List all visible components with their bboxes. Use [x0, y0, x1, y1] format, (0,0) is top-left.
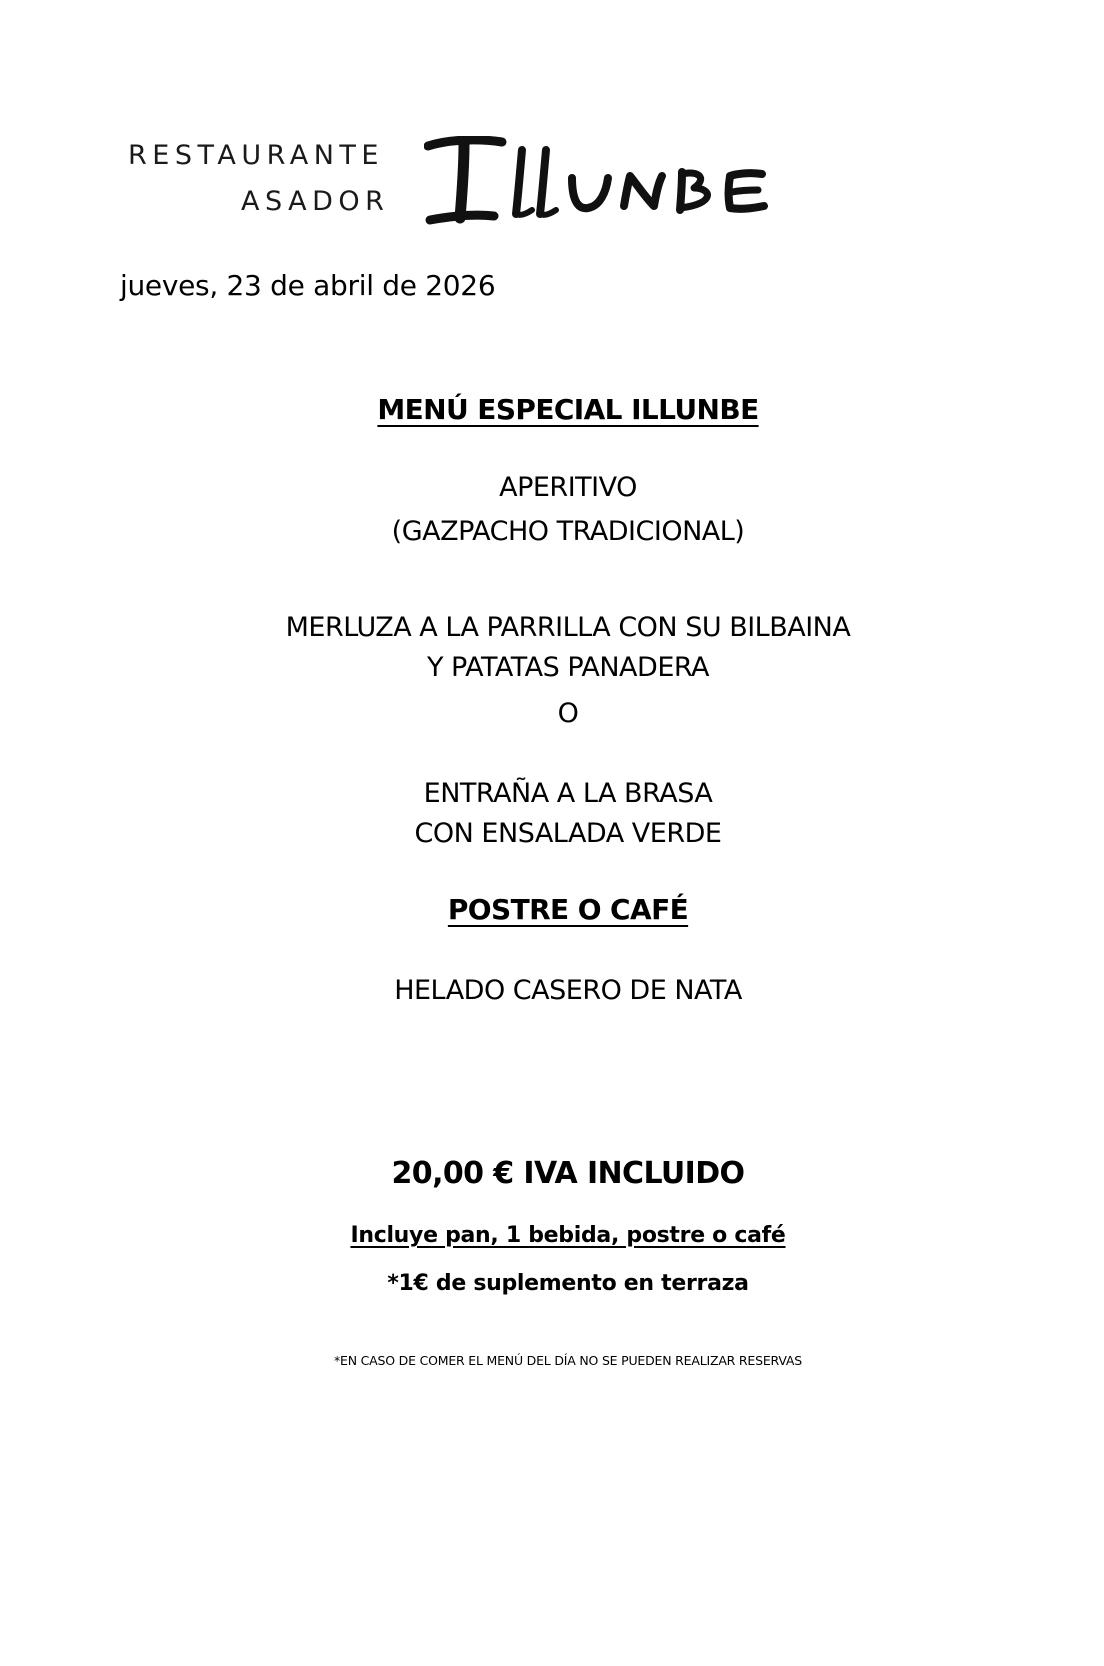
dessert-heading: POSTRE O CAFÉ: [447, 893, 689, 926]
main-course-separator: O: [557, 698, 579, 729]
reservation-disclaimer: *EN CASO DE COMER EL MENÚ DEL DÍA NO SE PUEDEN REALIZAR RESERVAS: [333, 1353, 802, 1368]
main-course-1-line-2: Y PATATAS PANADERA: [426, 652, 710, 683]
menu-includes-note: Incluye pan, 1 bebida, postre o café: [350, 1223, 786, 1248]
starter-line-2: (GAZPACHO TRADICIONAL): [391, 516, 745, 547]
starter-line-1: APERITIVO: [499, 472, 637, 503]
menu-price: 20,00 € IVA INCLUIDO: [391, 1156, 745, 1191]
main-course-2-line-2: CON ENSALADA VERDE: [414, 818, 722, 849]
restaurant-logo: [128, 136, 808, 236]
terrace-supplement-note: *1€ de suplemento en terraza: [387, 1271, 749, 1296]
menu-date: jueves, 23 de abril de 2026: [120, 269, 496, 302]
main-course-1-line-1: MERLUZA A LA PARRILLA CON SU BILBAINA: [285, 612, 851, 643]
dessert-item: HELADO CASERO DE NATA: [394, 975, 742, 1006]
main-course-2-line-1: ENTRAÑA A LA BRASA: [423, 778, 713, 809]
illunbe-brush-wordmark-icon: [424, 136, 798, 234]
menu-title: MENÚ ESPECIAL ILLUNBE: [377, 393, 759, 426]
logo-restaurante-text: RESTAURANTE: [128, 140, 384, 171]
logo-asador-text: ASADOR: [241, 186, 390, 217]
